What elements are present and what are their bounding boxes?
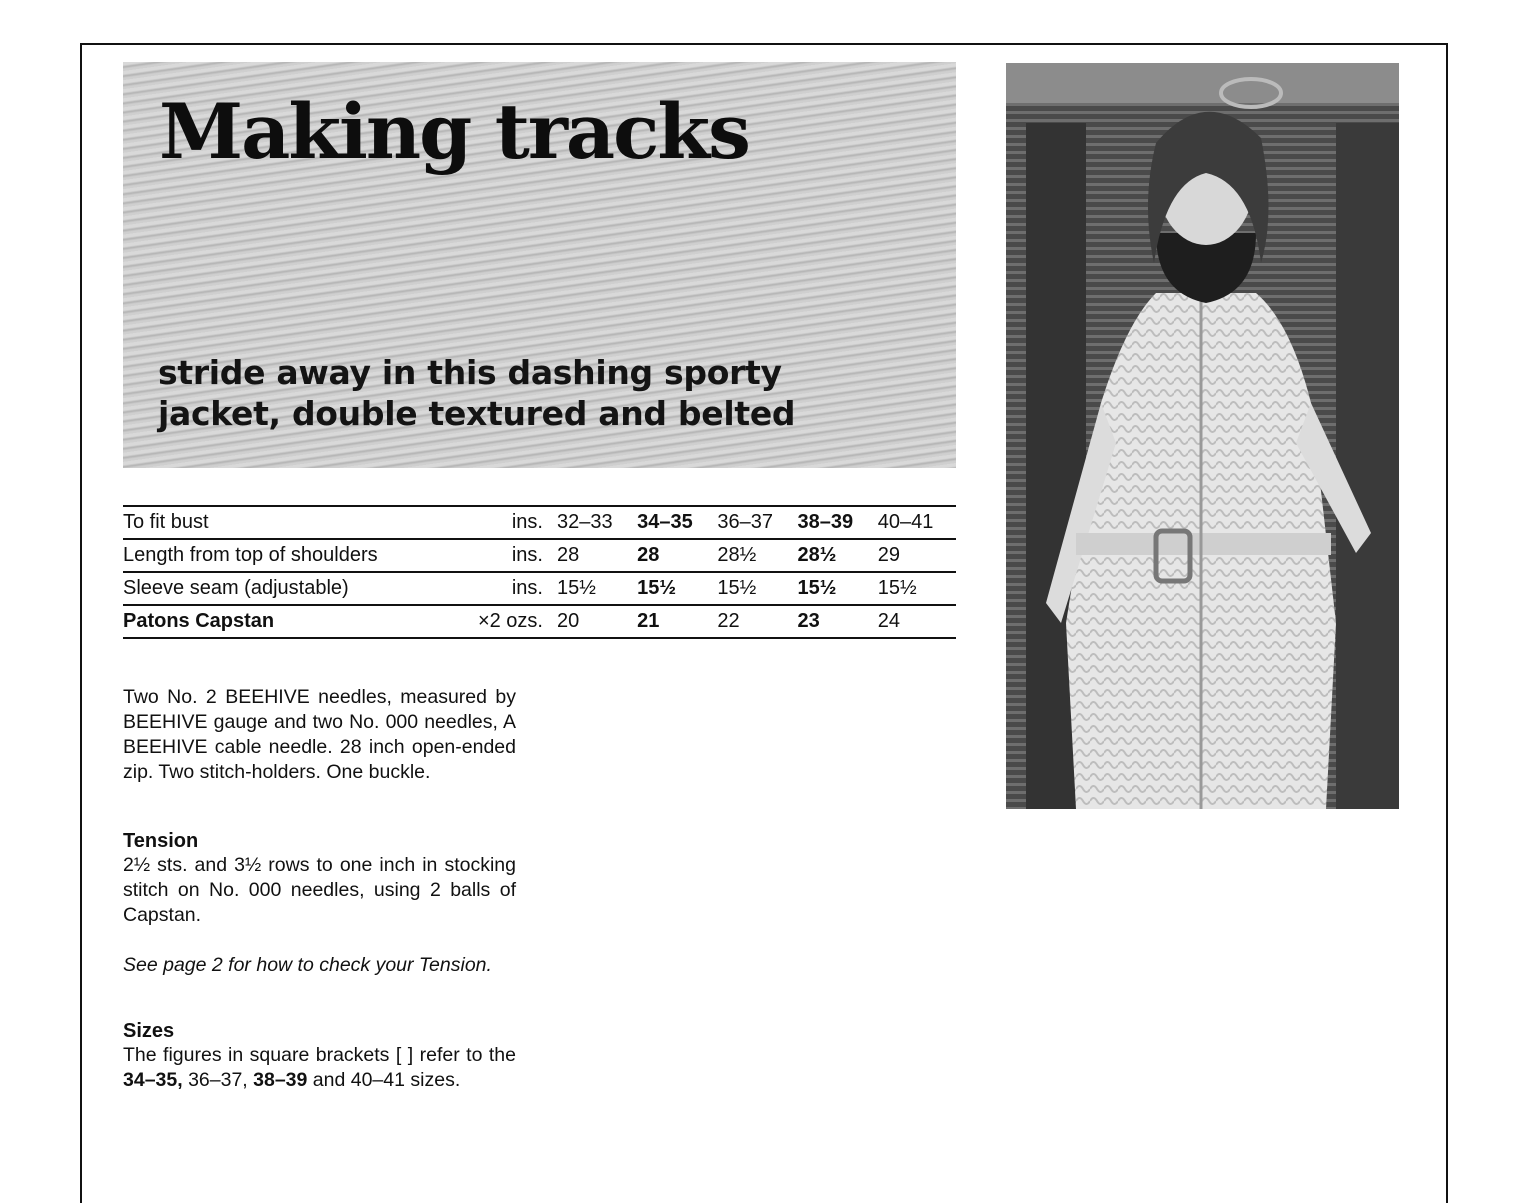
row-label: To fit bust	[123, 506, 457, 539]
table-row	[123, 572, 956, 605]
sizes-text	[123, 1043, 516, 1093]
size-value: 15½	[796, 572, 876, 605]
size-value: 20	[555, 605, 635, 638]
row-unit: ins.	[457, 539, 555, 572]
sizes-heading: Sizes	[123, 1020, 175, 1042]
size-value: 28½	[796, 539, 876, 572]
sizes-text-part: The figures in square brackets [ ] refer to the	[123, 1044, 516, 1066]
model-photo	[1006, 63, 1399, 809]
table-row	[123, 539, 956, 572]
materials-text: Two No. 2 BEEHIVE needles, measured by BEEHIVE gauge and two No. 000 needles, A BEEHIVE cable needle. 28 inch open-ended zip. Two stitch-holders. One buckle.	[123, 686, 516, 783]
row-unit: ×2 ozs.	[457, 605, 555, 638]
size-value: 28½	[715, 539, 795, 572]
row-label: Sleeve seam (adjustable)	[123, 572, 457, 605]
sizes-text-part: 36–37,	[182, 1069, 254, 1091]
row-label: Patons Capstan	[123, 605, 457, 638]
size-value: 40–41	[876, 506, 956, 539]
size-value: 28	[555, 539, 635, 572]
size-value: 15½	[876, 572, 956, 605]
size-value: 15½	[635, 572, 715, 605]
size-table	[123, 505, 956, 639]
sizes-text-part: and 40–41 sizes.	[307, 1069, 461, 1091]
header-panel	[123, 62, 956, 468]
size-value: 29	[876, 539, 956, 572]
tension-note: See page 2 for how to check your Tension.	[123, 954, 492, 976]
model-photo-illustration	[1006, 63, 1399, 809]
sizes-bold-size: 38–39	[253, 1069, 308, 1091]
size-value: 38–39	[796, 506, 876, 539]
size-value: 22	[715, 605, 795, 638]
row-label: Length from top of shoulders	[123, 539, 457, 572]
subtitle-line-2: jacket, double textured and belted	[158, 394, 796, 433]
page-subtitle	[158, 352, 918, 434]
sizes-bold-size: 34–35,	[123, 1069, 183, 1091]
size-value: 28	[635, 539, 715, 572]
row-unit: ins.	[457, 506, 555, 539]
size-value: 24	[876, 605, 956, 638]
tension-text: 2½ sts. and 3½ rows to one inch in stocking stitch on No. 000 needles, using 2 balls of Capstan.	[123, 854, 516, 926]
page-title: Making tracks	[159, 87, 749, 176]
size-value: 36–37	[715, 506, 795, 539]
size-value: 15½	[555, 572, 635, 605]
tension-heading: Tension	[123, 830, 199, 852]
size-value: 34–35	[635, 506, 715, 539]
sizes-section	[123, 1019, 516, 1093]
size-value: 23	[796, 605, 876, 638]
table-row	[123, 506, 956, 539]
table-row	[123, 605, 956, 638]
subtitle-line-1: stride away in this dashing sporty	[158, 353, 782, 392]
tension-section	[123, 829, 516, 928]
size-value: 32–33	[555, 506, 635, 539]
size-value: 15½	[715, 572, 795, 605]
size-value: 21	[635, 605, 715, 638]
row-unit: ins.	[457, 572, 555, 605]
